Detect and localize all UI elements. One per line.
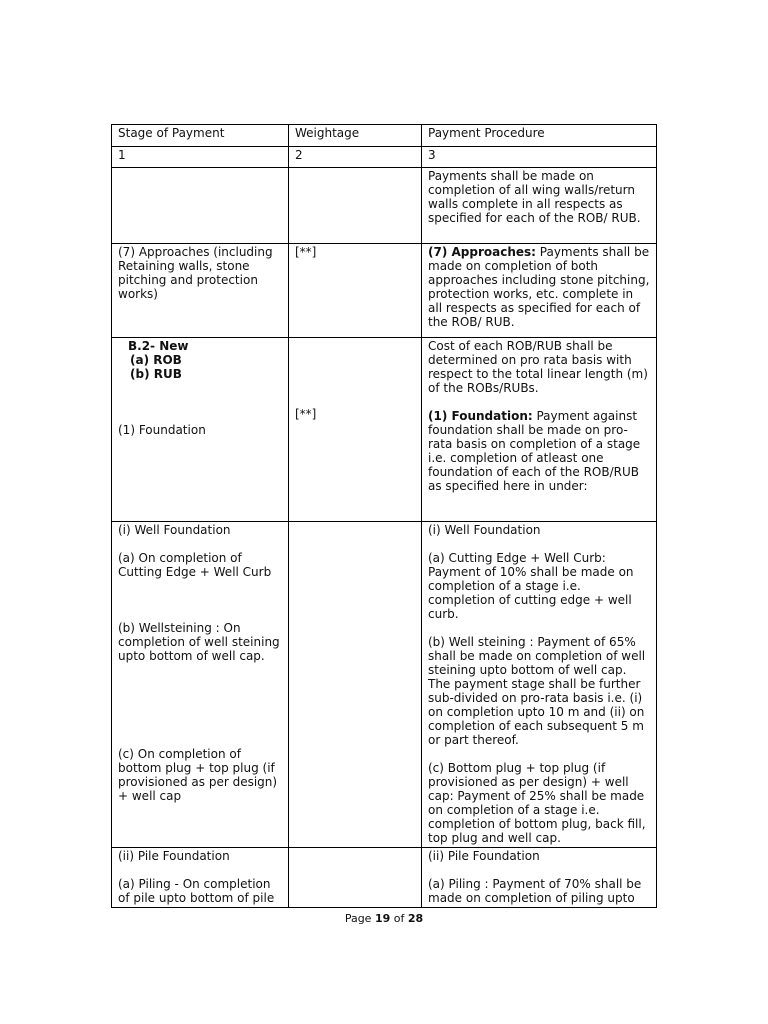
well-procedure-b: (b) Well steining : Payment of 65% shall be made on completion of well steining upto bottom of well cap. The payment stage shall be further sub-divided on pro-rata basis i.e. (i) on completion upto 10 m and (ii) on completion of each subsequent 5 m or part thereof. [428,635,646,747]
approaches-weightage: [**] [289,244,422,338]
table-row-well-foundation [112,522,657,848]
table-row-new-rob-rub [112,338,657,522]
approaches-procedure-text: Payments shall be made on completion of both approaches including stone pitching, protection works, etc. complete in all respects as specified for each of the ROB/ RUB. [428,245,650,329]
pile-procedure-title: (ii) Pile Foundation [428,849,540,863]
well-procedure [422,522,657,848]
col-number-2: 2 [289,147,422,168]
well-procedure-c: (c) Bottom plug + top plug (if provisioned as per design) + well cap: Payment of 25% shall be made on completion of a stage i.e. completion of bottom plug, back fill, top plug and well cap. [428,761,646,845]
page-footer [0,912,768,925]
table-row-wing-walls [112,168,657,244]
new-stage [112,338,289,522]
cell-empty [289,848,422,908]
header-weightage: Weightage [289,125,422,147]
cell-empty [289,522,422,848]
well-procedure-a: (a) Cutting Edge + Well Curb: Payment of 10% shall be made on completion of a stage i.e. completion of cutting edge + well curb. [428,551,634,621]
well-stage-c: (c) On completion of bottom plug + top plug (if provisioned as per design) + well cap [118,747,278,803]
approaches-procedure [422,244,657,338]
footer-total-pages: 28 [407,912,424,925]
cell-empty [112,168,289,244]
new-procedure-cost: Cost of each ROB/RUB shall be determined on pro rata basis with respect to the total linear length (m) of the ROBs/RUBs. [428,339,648,395]
new-item-rub: (b) RUB [130,367,182,381]
well-stage-b: (b) Wellsteining : On completion of well steining upto bottom of well cap. [118,621,280,663]
pile-stage-title: (ii) Pile Foundation [118,849,230,863]
col-number-3: 3 [422,147,657,168]
payment-schedule-table [111,124,657,908]
new-procedure-foundation-text: Payment against foundation shall be made on pro-rata basis on completion of a stage i.e. completion of atleast one foundation of each of the ROB/RUB as specified here in under: [428,409,641,493]
wing-walls-procedure: Payments shall be made on completion of all wing walls/return walls complete in all respects as specified for each of the ROB/ RUB. [422,168,657,244]
new-weightage [289,338,422,522]
pile-stage-a: (a) Piling - On completion of pile upto bottom of pile [118,877,275,905]
footer-prefix: Page [344,912,375,925]
approaches-procedure-title: (7) Approaches: [428,245,536,259]
well-stage-a: (a) On completion of Cutting Edge + Well Curb [118,551,272,579]
header-stage: Stage of Payment [112,125,289,147]
new-foundation: (1) Foundation [118,423,206,437]
pile-stage [112,848,289,908]
new-weightage-value: [**] [295,407,317,421]
header-procedure: Payment Procedure [422,125,657,147]
pile-procedure-a: (a) Piling : Payment of 70% shall be made on completion of piling upto [428,877,642,905]
footer-current-page: 19 [374,912,391,925]
approaches-stage: (7) Approaches (including Retaining walls, stone pitching and protection works) [112,244,289,338]
well-stage-title: (i) Well Foundation [118,523,231,537]
new-heading: B.2- New [128,339,189,353]
well-procedure-title: (i) Well Foundation [428,523,541,537]
new-procedure-foundation-title: (1) Foundation: [428,409,533,423]
column-number-row [112,147,657,168]
col-number-1: 1 [112,147,289,168]
new-item-rob: (a) ROB [130,353,182,367]
well-stage [112,522,289,848]
header-row [112,125,657,147]
footer-middle: of [390,912,408,925]
new-procedure [422,338,657,522]
cell-empty [289,168,422,244]
table-row-pile-foundation [112,848,657,908]
pile-procedure [422,848,657,908]
table-row-approaches [112,244,657,338]
